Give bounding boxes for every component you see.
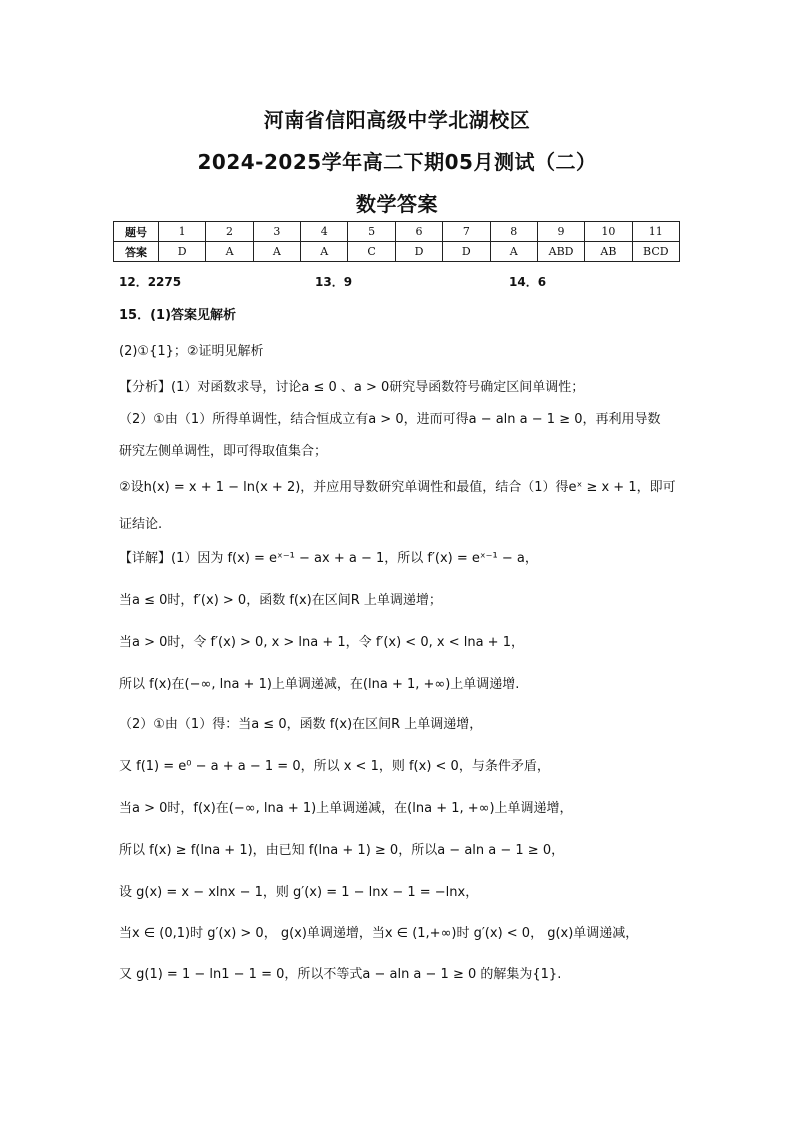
answer-cell: C [348, 242, 395, 262]
answer-cell: A [253, 242, 300, 262]
subject-title: 数学答案 [356, 192, 438, 216]
question-number-cell: 9 [537, 222, 584, 242]
answer-cell: D [159, 242, 206, 262]
question-number-cell: 7 [443, 222, 490, 242]
answer-cell: BCD [632, 242, 679, 262]
detail-line: 当a ≤ 0时，f′(x) > 0，函数 f(x)在区间R 上单调递增； [119, 593, 442, 608]
detail-line: 当a > 0时，f(x)在(−∞, lna + 1)上单调递减，在(lna + 1, +∞)上单调递增， [119, 801, 573, 816]
analysis-line: ②设h(x) = x + 1 − ln(x + 2)，并应用导数研究单调性和最值，结合（1）得eˣ ≥ x + 1，即可 [119, 480, 676, 495]
question-number-cell: 10 [585, 222, 632, 242]
question-number-cell: 8 [490, 222, 537, 242]
detail-line: 又 g(1) = 1 − ln1 − 1 = 0，所以不等式a − aln a − 1 ≥ 0 的解集为{1}. [119, 967, 562, 982]
table-header-cell: 题号 [114, 222, 159, 242]
detail-line: 当x ∈ (0,1)时 g′(x) > 0， g(x)单调递增，当x ∈ (1,+∞)时 g′(x) < 0， g(x)单调递减， [119, 926, 639, 941]
analysis-line: （2）①由（1）所得单调性，结合恒成立有a > 0，进而可得a − aln a − 1 ≥ 0，再利用导数 [119, 412, 661, 427]
answer-cell: ABD [537, 242, 584, 262]
analysis-line: 证结论. [119, 517, 163, 532]
analysis-line: 研究左侧单调性，即可得取值集合； [119, 444, 328, 459]
question-number-cell: 5 [348, 222, 395, 242]
exam-title: 2024-2025学年高二下期05月测试（二） [197, 150, 597, 174]
detail-line: 当a > 0时，令 f′(x) > 0, x > lna + 1，令 f′(x) < 0, x < lna + 1， [119, 635, 524, 650]
question-number-cell: 6 [395, 222, 442, 242]
detail-line: 所以 f(x)在(−∞, lna + 1)上单调递减，在(lna + 1, +∞)上单调递增. [119, 677, 520, 692]
answer-cell: AB [585, 242, 632, 262]
table-header-cell: 答案 [114, 242, 159, 262]
answer-table [113, 221, 680, 262]
question-number-cell: 2 [206, 222, 253, 242]
question-number-cell: 1 [159, 222, 206, 242]
answer-q12: 12．2275 [119, 275, 182, 289]
answer-cell: A [206, 242, 253, 262]
answer-cell: A [490, 242, 537, 262]
question-number-cell: 3 [253, 222, 300, 242]
detail-line: 【详解】(1）因为 f(x) = eˣ⁻¹ − ax + a − 1，所以 f′(x) = eˣ⁻¹ − a， [119, 551, 538, 566]
question-number-cell: 4 [301, 222, 348, 242]
detail-line: （2）①由（1）得：当a ≤ 0，函数 f(x)在区间R 上单调递增， [119, 717, 483, 732]
answer-q14: 14．6 [509, 275, 547, 289]
detail-line: 设 g(x) = x − xlnx − 1，则 g′(x) = 1 − lnx − 1 = −lnx， [119, 885, 479, 900]
detail-line: 所以 f(x) ≥ f(lna + 1)，由已知 f(lna + 1) ≥ 0，所以a − aln a − 1 ≥ 0， [119, 843, 565, 858]
school-title: 河南省信阳高级中学北湖校区 [263, 108, 531, 132]
answer-q13: 13．9 [315, 275, 353, 289]
analysis-line: 【分析】(1）对函数求导，讨论a ≤ 0 、a > 0研究导函数符号确定区间单调性； [119, 380, 585, 395]
question-number-cell: 11 [632, 222, 679, 242]
q15-part1-answer: 15．(1)答案见解析 [119, 308, 237, 323]
detail-line: 又 f(1) = e⁰ − a + a − 1 = 0，所以 x < 1，则 f(x) < 0，与条件矛盾， [119, 759, 550, 774]
q15-part2-answer: (2)①{1}；②证明见解析 [119, 344, 264, 359]
table-row-numbers [114, 222, 680, 242]
answer-cell: A [301, 242, 348, 262]
answer-cell: D [395, 242, 442, 262]
answer-cell: D [443, 242, 490, 262]
table-row-answers [114, 242, 680, 262]
